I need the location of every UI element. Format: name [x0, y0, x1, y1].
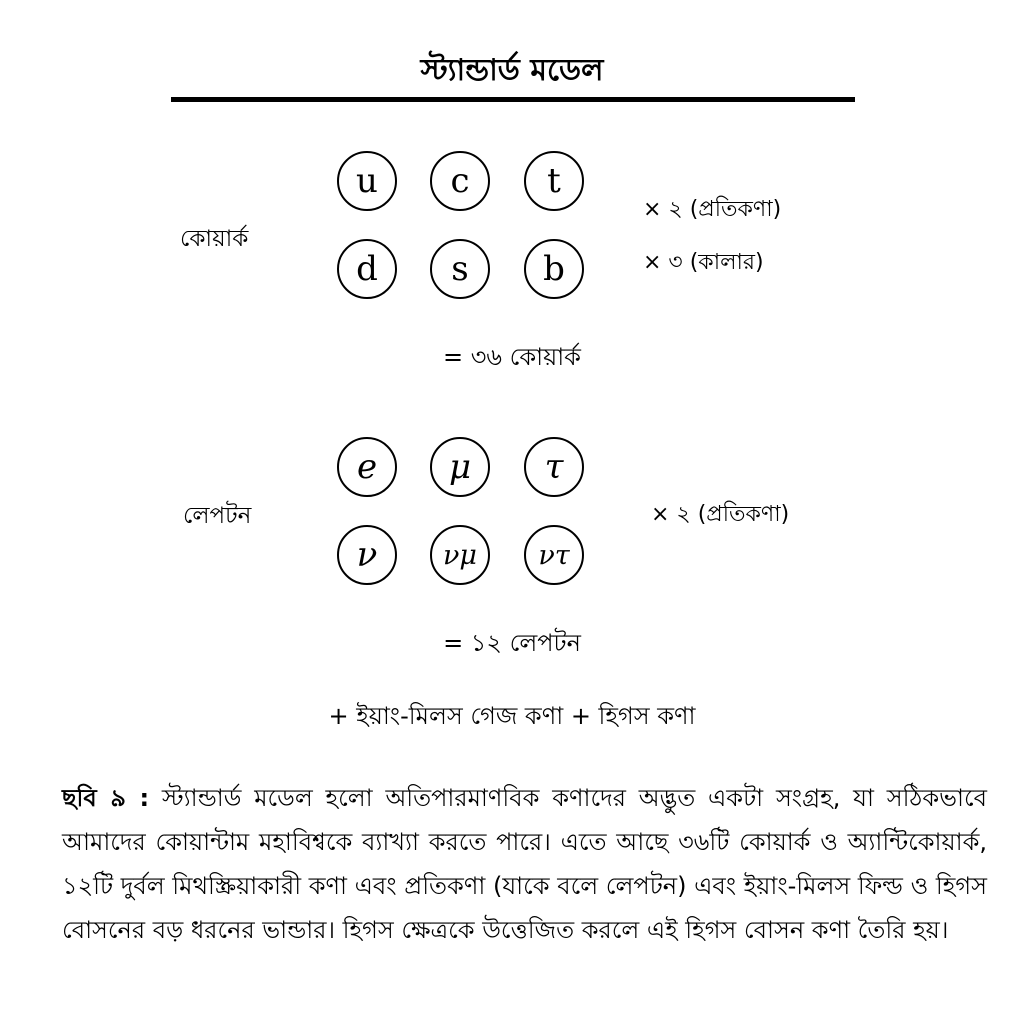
lepton-tau-circle: τ [524, 437, 584, 497]
quark-t-circle: t [524, 151, 584, 211]
title-underline [171, 97, 855, 102]
caption-label: ছবি ৯ : [62, 784, 150, 812]
quark-color-multiplier: × ৩ (কালার) [643, 250, 764, 275]
quark-antiparticle-multiplier: × ২ (প্রতিকণা) [643, 197, 782, 222]
caption-text: স্ট্যান্ডার্ড মডেল হলো অতিপারমাণবিক কণাদের অদ্ভুত একটা সংগ্রহ, যা সঠিকভাবে আমাদের কোয়ান্টাম মহাবিশ্বকে ব্যাখ্যা করতে পারে। এতে আছে ৩৬টি কোয়ার্ক ও অ্যান্টিকোয়ার্ক, ১২টি দুর্বল মিথস্ক্রিয়াকারী কণা এবং প্রতিকণা (যাকে বলে লেপটন) এবং ইয়াং-মিলস ফিল্ড ও হিগস বোসনের বড় ধরনের ভান্ডার। হিগস ক্ষেত্রকে উত্তেজিত করলে এই হিগস বোসন কণা তৈরি হয়। [62, 784, 987, 944]
figure-caption [62, 776, 987, 952]
lepton-electron-circle: e [337, 437, 397, 497]
quark-b-circle: b [524, 239, 584, 299]
quark-d-circle: d [337, 239, 397, 299]
quark-c-circle: c [430, 151, 490, 211]
extra-particles-line: + ইয়াং-মিলস গেজ কণা + হিগস কণা [328, 702, 696, 730]
diagram-title: স্ট্যান্ডার্ড মডেল [420, 53, 604, 88]
lepton-total: = ১২ লেপটন [443, 629, 581, 657]
quark-label: কোয়ার্ক [180, 226, 249, 252]
quark-total: = ৩৬ কোয়ার্ক [443, 343, 581, 371]
lepton-muon-circle: μ [430, 437, 490, 497]
lepton-label: লেপটন [183, 503, 252, 529]
lepton-tau-neutrino-circle: ντ [524, 525, 584, 585]
lepton-neutrino-circle: ν [337, 525, 397, 585]
quark-s-circle: s [430, 239, 490, 299]
lepton-antiparticle-multiplier: × ২ (প্রতিকণা) [651, 502, 790, 527]
quark-u-circle: u [337, 151, 397, 211]
lepton-muon-neutrino-circle: νμ [430, 525, 490, 585]
